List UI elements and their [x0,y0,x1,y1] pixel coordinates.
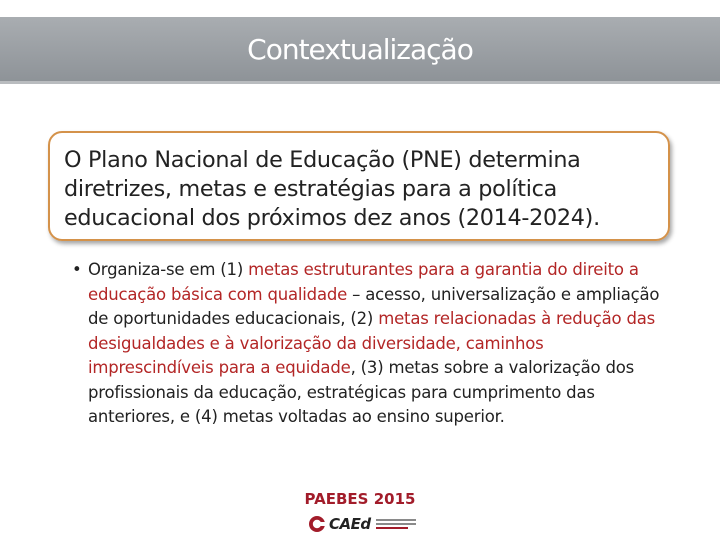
highlight-goals-structural: metas estruturantes para a garantia do direito a educação básica com qualidade [88,260,639,304]
bullet-part-3: , (3) metas sobre a valorização dos profissionais da educação, estratégicas para cumprimento das anteriores, e (4) metas voltadas ao ensino superior. [88,358,635,426]
bullet-marker: • [72,260,82,279]
caed-logo-tagline [376,519,416,529]
bullet-part-2: – acesso, universalização e ampliação de oportunidades educacionais, (2) [88,284,660,328]
footer-label: PAEBES 2015 [304,490,416,508]
title-bar [0,17,720,84]
slide-title: Contextualização [247,32,473,66]
bullet-item [72,258,662,430]
intro-box [48,131,670,241]
bullet-text [88,258,662,430]
caed-logo [308,514,420,534]
caed-logo-text: CAEd [329,515,371,533]
caed-logo-icon [308,515,326,533]
highlight-goals-inequality: metas relacionadas à redução das desigualdades e à valorização da diversidade, caminhos imprescindíveis para a equidade [88,309,656,377]
intro-text: O Plano Nacional de Educação (PNE) determina diretrizes, metas e estratégias para a política educacional dos próximos dez anos (2014-2024). [64,147,600,231]
bullet-part-1: Organiza-se em (1) [88,260,249,279]
